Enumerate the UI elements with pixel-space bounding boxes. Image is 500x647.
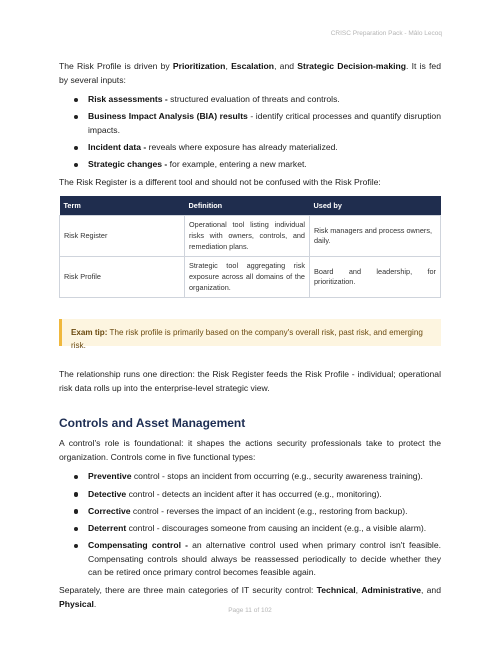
bullet-icon: [74, 509, 78, 513]
control-categories-paragraph: Separately, there are three main categories of IT security control: Technical, Administrative, and Physical.: [59, 585, 441, 610]
bullet-icon: [74, 146, 78, 150]
category-administrative: Administrative: [361, 585, 422, 596]
bullet-icon: [74, 475, 78, 479]
list-item: Corrective control - reverses the impact of an incident (e.g., restoring from backup).: [59, 505, 441, 519]
list-item: Incident data - reveals where exposure has already materialized.: [59, 141, 441, 155]
table-cell: Risk Register: [60, 216, 185, 257]
table-cell: Risk managers and process owners, daily.: [310, 216, 441, 257]
register-note: The Risk Register is a different tool and should not be confused with the Risk Profile:: [59, 177, 381, 188]
register-vs-profile-table: [59, 196, 441, 298]
term-escalation: Escalation: [231, 61, 275, 71]
table-cell: Operational tool listing individual risks with owners, controls, and remediation plans.: [185, 216, 310, 257]
exam-tip-text: The risk profile is primarily based on the company's overall risk, past risk, and emerging risk.: [71, 328, 423, 351]
bullet-icon: [74, 115, 78, 119]
list-item: Detective control - detects an incident after it has occurred (e.g., monitoring).: [59, 488, 441, 502]
table-cell: Strategic tool aggregating risk exposure across all domains of the organization.: [185, 257, 310, 298]
risk-profile-intro: The Risk Profile is driven by Prioritization, Escalation, and Strategic Decision-making. It is fed by several inputs:: [59, 61, 441, 85]
relationship-paragraph: The relationship runs one direction: the Risk Register feeds the Risk Profile - individual; operational risk data rolls up into the enterprise-level strategic view.: [59, 369, 441, 394]
bullet-icon: [74, 98, 78, 102]
category-physical: Physical: [59, 599, 94, 610]
term-prioritization: Prioritization: [172, 61, 226, 71]
table-row: [60, 257, 441, 298]
section-heading: Controls and Asset Management: [59, 416, 246, 431]
control-types-list: [59, 470, 441, 580]
exam-tip-callout: [59, 319, 441, 351]
bullet-icon: [74, 163, 78, 167]
page-number-footer: Page 11 of 102: [228, 607, 272, 614]
column-header-term: Term: [60, 196, 185, 216]
term-strategic-decision-making: Strategic Decision-making: [297, 61, 406, 71]
page-content: [59, 59, 441, 611]
category-technical: Technical: [316, 585, 356, 596]
controls-intro: A control's role is foundational: it shapes the actions security professionals take to protect the organization. Controls come in five functional types:: [59, 438, 441, 463]
bullet-icon: [74, 527, 78, 531]
list-item: Deterrent control - discourages someone from causing an incident (e.g., a visible alarm).: [59, 522, 441, 536]
list-item: Strategic changes - for example, entering a new market.: [59, 158, 441, 172]
table-header-row: [60, 196, 441, 216]
running-header: CRISC Preparation Pack - Mâlo Lecoq: [330, 30, 442, 37]
column-header-used-by: Used by: [310, 196, 441, 216]
risk-profile-inputs-list: [59, 93, 441, 172]
table-row: [60, 216, 441, 257]
table-cell: Board and leadership, for prioritization.: [310, 257, 441, 298]
list-item: Business Impact Analysis (BIA) results - identify critical processes and quantify disruption impacts.: [59, 110, 441, 137]
list-item: Compensating control - an alternative control used when primary control isn't feasible. Compensating controls should always be reassessed periodically to decide whether they can be retired once primary control becomes feasible again.: [59, 539, 441, 580]
list-item: Risk assessments - structured evaluation of threats and controls.: [59, 93, 441, 107]
exam-tip-label: Exam tip:: [71, 328, 108, 338]
table-cell: Risk Profile: [60, 257, 185, 298]
bullet-icon: [74, 492, 78, 496]
column-header-definition: Definition: [185, 196, 310, 216]
bullet-icon: [74, 544, 78, 548]
list-item: Preventive control - stops an incident from occurring (e.g., security awareness training).: [59, 470, 441, 484]
